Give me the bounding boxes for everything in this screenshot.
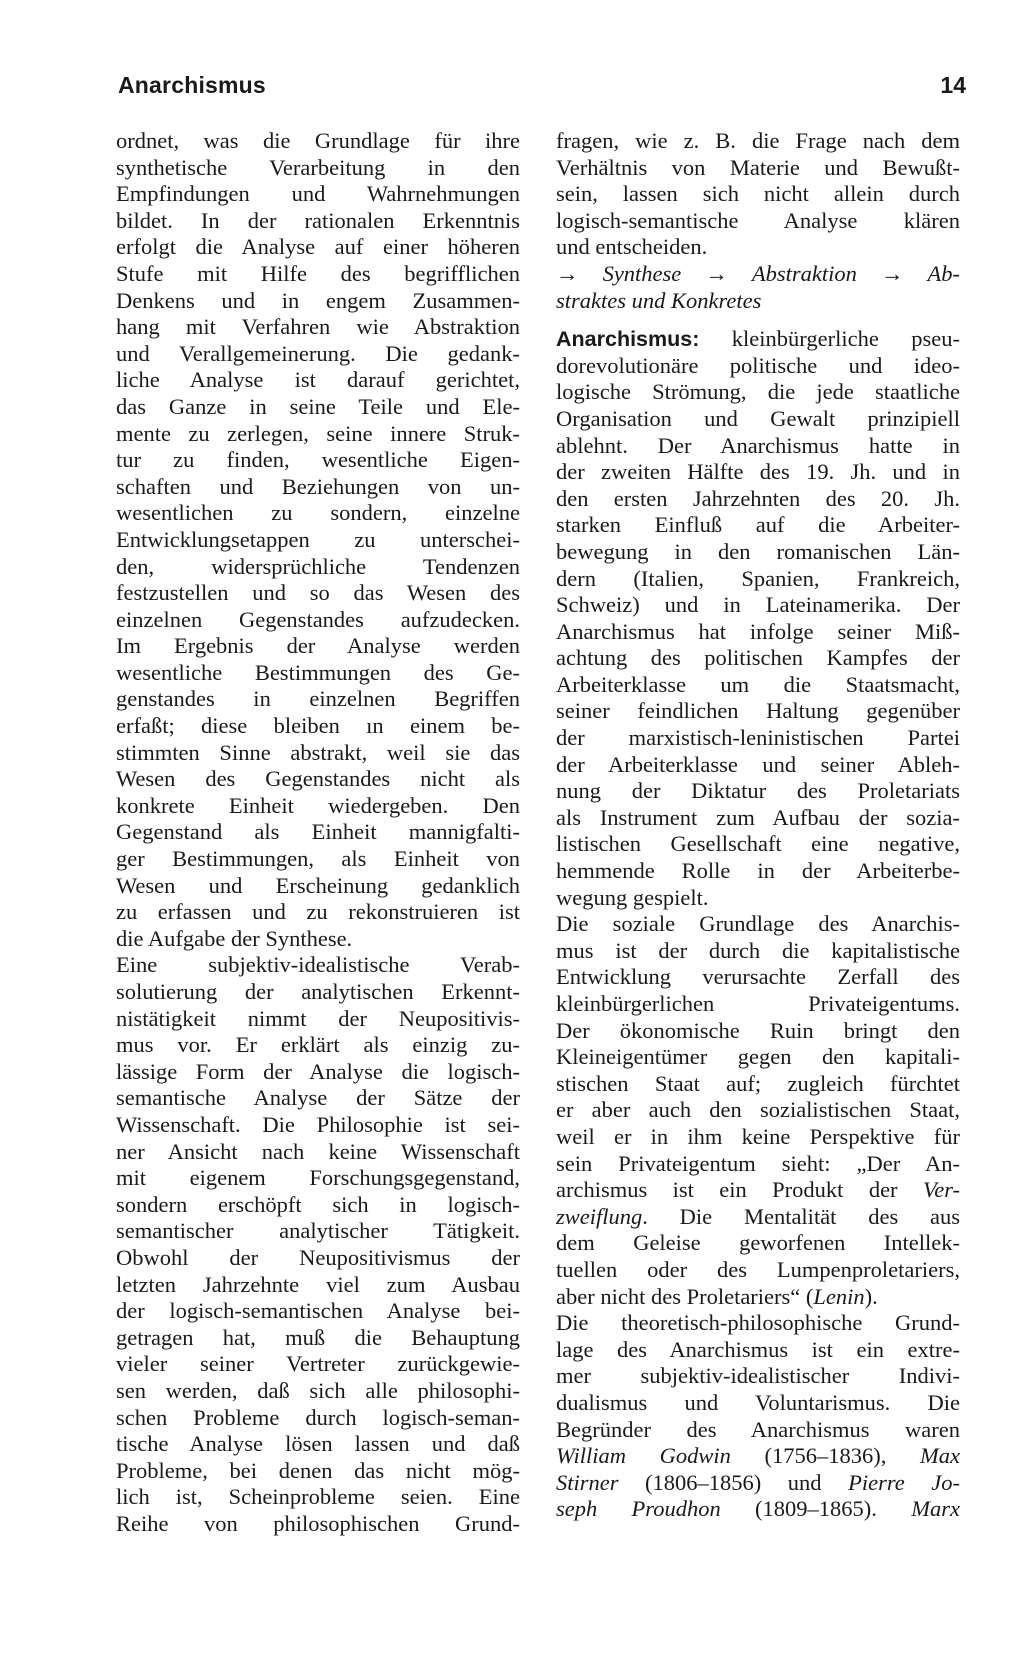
cross-reference-arrow: → (681, 260, 752, 286)
text-segment: ). (864, 1283, 878, 1309)
text-segment: Ver- (922, 1177, 960, 1203)
text-line (116, 1192, 520, 1219)
text-line (556, 1390, 960, 1417)
text-segment: lage des Anarchismus ist ein extre- (556, 1336, 960, 1362)
cross-reference-arrow: → (556, 260, 603, 286)
text-segment: sein Privateigentum sieht: „Der An- (556, 1150, 960, 1176)
text-segment: festzustellen und so das Wesen des (116, 580, 520, 606)
text-segment: tische Analyse lösen lassen und daß (116, 1431, 520, 1457)
text-segment: zweiflung (556, 1203, 643, 1229)
text-line (116, 686, 520, 713)
text-segment: mit eigenem Forschungsgegenstand, (116, 1165, 520, 1191)
text-line (556, 326, 960, 353)
text-line (116, 873, 520, 900)
text-line (556, 1177, 960, 1204)
text-line (116, 713, 520, 740)
text-line (116, 527, 520, 554)
text-line (116, 261, 520, 288)
text-segment: hemmende Rolle in der Arbeiterbe- (556, 858, 960, 884)
text-segment: Begründer des Anarchismus waren (556, 1416, 960, 1442)
text-line (556, 1443, 960, 1470)
text-segment: schen Probleme durch logisch-seman- (116, 1404, 520, 1430)
text-line (556, 1257, 960, 1284)
text-line (556, 698, 960, 725)
text-segment: Verhältnis von Materie und Bewußt- (556, 154, 960, 180)
text-line (116, 607, 520, 634)
text-segment: seph Proudhon (556, 1496, 721, 1522)
text-line (116, 341, 520, 368)
text-line (556, 911, 960, 938)
text-segment: Reihe von philosophischen Grund- (116, 1510, 520, 1536)
text-segment: Wesen und Erscheinung gedanklich (116, 872, 520, 898)
text-segment: sen werden, daß sich alle philosophi- (116, 1377, 520, 1403)
text-segment: die Aufgabe der Synthese. (116, 925, 353, 951)
text-line (116, 367, 520, 394)
text-line (556, 1310, 960, 1337)
text-segment: letzten Jahrzehnte viel zum Ausbau (116, 1271, 520, 1297)
text-line (556, 752, 960, 779)
text-segment: er aber auch den sozialistischen Staat, (556, 1097, 960, 1123)
text-line (116, 1431, 520, 1458)
text-line (116, 899, 520, 926)
page-number: 14 (940, 72, 966, 98)
text-segment: den ersten Jahrzehnten des 20. Jh. (556, 485, 960, 511)
text-line (556, 1097, 960, 1124)
text-line (116, 1218, 520, 1245)
text-line (116, 740, 520, 767)
text-segment: bildet. In der rationalen Erkenntnis (116, 207, 520, 233)
left-column (116, 128, 520, 1537)
text-segment: und Verallgemeinerung. Die gedank- (116, 340, 520, 366)
text-segment: Wissenschaft. Die Philosophie ist sei- (116, 1111, 520, 1137)
text-line (116, 979, 520, 1006)
text-segment: Stufe mit Hilfe des begrifflichen (116, 260, 520, 286)
text-line (556, 1230, 960, 1257)
text-segment: stischen Staat auf; zugleich fürchtet (556, 1070, 960, 1096)
text-line (116, 1511, 520, 1538)
text-line (556, 645, 960, 672)
text-line (116, 554, 520, 581)
text-segment: straktes und Konkretes (556, 287, 762, 313)
text-segment: wesentliche Bestimmungen des Ge- (116, 659, 520, 685)
text-line (116, 819, 520, 846)
text-line (116, 234, 520, 261)
text-segment: aber nicht des Proletariers“ ( (556, 1283, 814, 1309)
text-segment: wesentlichen zu sondern, einzelne (116, 500, 520, 526)
text-segment: logische Strömung, die jede staatliche (556, 379, 960, 405)
text-segment: Die theoretisch-philosophische Grund- (556, 1310, 960, 1336)
text-segment: synthetische Verarbeitung in den (116, 154, 520, 180)
text-segment: dorevolutionäre politische und ideo- (556, 352, 960, 378)
text-segment: nistätigkeit nimmt der Neupositivis- (116, 1005, 520, 1031)
text-segment: archismus ist ein Produkt der (556, 1177, 923, 1203)
text-segment: der marxistisch-leninistischen Partei (556, 725, 960, 751)
text-line (116, 1405, 520, 1432)
text-segment: sein, lassen sich nicht allein durch (556, 181, 960, 207)
text-segment: Organisation und Gewalt prinzipiell (556, 405, 960, 431)
text-segment: solutierung der analytischen Erkennt- (116, 979, 520, 1004)
text-segment: das Ganze in seine Teile und Ele- (116, 393, 520, 419)
text-line (556, 991, 960, 1018)
text-line (116, 500, 520, 527)
text-segment: Kleineigentümer gegen den kapitali- (556, 1044, 960, 1070)
text-segment: Arbeiterklasse um die Staatsmacht, (556, 671, 960, 697)
text-segment: Pierre Jo- (848, 1469, 960, 1495)
text-segment: der zweiten Hälfte des 19. Jh. und in (556, 459, 960, 485)
text-line (556, 1071, 960, 1098)
text-segment: fragen, wie z. B. die Frage nach dem (556, 128, 960, 153)
text-segment: Die soziale Grundlage des Anarchis- (556, 911, 960, 937)
text-line (556, 1496, 960, 1523)
text-line (556, 1018, 960, 1045)
text-line (556, 1204, 960, 1231)
text-line (556, 566, 960, 593)
text-segment: Eine subjektiv-idealistische Verab- (116, 952, 520, 978)
text-segment: Entwicklung verursachte Zerfall des (556, 964, 960, 990)
text-line (116, 793, 520, 820)
text-segment: semantischer analytischer Tätigkeit. (116, 1218, 520, 1244)
text-segment: mente zu zerlegen, seine innere Struk- (116, 420, 520, 446)
text-line (556, 885, 960, 912)
text-segment: Obwohl der Neupositivismus der (116, 1244, 520, 1270)
text-line (116, 1059, 520, 1086)
text-segment: Synthese (602, 260, 682, 286)
text-segment: Wesen des Gegenstandes nicht als (116, 766, 520, 792)
text-line (556, 234, 960, 261)
text-segment: zu erfassen und zu rekonstruieren ist (116, 899, 520, 925)
text-line (116, 314, 520, 341)
text-segment: hang mit Verfahren wie Abstraktion (116, 314, 520, 340)
text-line (116, 580, 520, 607)
text-segment: Im Ergebnis der Analyse werden (116, 633, 520, 659)
text-line (116, 1245, 520, 1272)
text-line (556, 1470, 960, 1497)
text-line (556, 1284, 960, 1311)
text-line (556, 805, 960, 832)
text-segment: und entscheiden. (556, 234, 708, 260)
text-segment: konkrete Einheit wiedergeben. Den (116, 792, 520, 818)
text-segment: Gegenstand als Einheit mannigfalti- (116, 819, 520, 845)
text-segment: ordnet, was die Grundlage für ihre (116, 128, 520, 153)
text-line (116, 952, 520, 979)
text-segment: (1756–1836), (730, 1443, 921, 1469)
text-line (116, 1006, 520, 1033)
text-line (556, 353, 960, 380)
text-line (556, 208, 960, 235)
text-line (116, 1165, 520, 1192)
text-line (556, 181, 960, 208)
text-segment: getragen hat, muß die Behauptung (116, 1324, 520, 1350)
text-line (556, 406, 960, 433)
text-segment: mer subjektiv-idealistischer Indivi- (556, 1363, 960, 1389)
text-line (116, 1484, 520, 1511)
running-head: Anarchismus (118, 72, 266, 98)
text-segment: Entwicklungsetappen zu unterschei- (116, 526, 520, 552)
text-line (116, 1085, 520, 1112)
text-segment: Denkens und in engem Zusammen- (116, 287, 520, 313)
text-segment: Empfindungen und Wahrnehmungen (116, 181, 520, 207)
text-segment: (1809–1865). (720, 1496, 912, 1522)
text-segment: Max (920, 1443, 960, 1469)
text-segment: bewegung in den romanischen Län- (556, 538, 960, 564)
page-header (118, 72, 966, 112)
text-segment: Stirner (556, 1469, 619, 1495)
text-segment: logisch-semantische Analyse klären (556, 207, 960, 233)
text-segment: sondern erschöpft sich in logisch- (116, 1191, 520, 1217)
text-line (556, 1151, 960, 1178)
text-line (116, 128, 520, 155)
text-segment: starken Einfluß auf die Arbeiter- (556, 512, 960, 538)
text-line (556, 128, 960, 155)
text-line (556, 1417, 960, 1444)
text-line (116, 288, 520, 315)
text-line (556, 858, 960, 885)
text-line (556, 539, 960, 566)
text-line (556, 672, 960, 699)
text-line (556, 592, 960, 619)
text-segment: . Die Mentalität des aus (642, 1203, 960, 1229)
text-line (556, 459, 960, 486)
text-line (116, 766, 520, 793)
text-segment: erfaßt; diese bleiben ın einem be- (116, 713, 520, 739)
text-line (116, 1458, 520, 1485)
text-segment: einzelnen Gegenstandes aufzudecken. (116, 606, 520, 632)
text-line (556, 379, 960, 406)
text-segment: mus vor. Er erklärt als einzig zu- (116, 1032, 520, 1058)
text-line (556, 619, 960, 646)
text-segment: wegung gespielt. (556, 884, 709, 910)
text-line (116, 633, 520, 660)
text-segment: lich ist, Scheinprobleme seien. Eine (116, 1484, 520, 1510)
text-line (116, 846, 520, 873)
text-segment: Marx (911, 1496, 960, 1522)
text-segment: als Instrument zum Aufbau der sozia- (556, 804, 960, 830)
text-segment: ablehnt. Der Anarchismus hatte in (556, 432, 960, 458)
text-segment: tuellen oder des Lumpenproletariers, (556, 1256, 960, 1282)
text-segment: dem Geleise geworfenen Intellek- (556, 1230, 960, 1256)
text-line (116, 660, 520, 687)
text-line (116, 447, 520, 474)
text-segment: Ab- (927, 260, 960, 286)
text-segment: den, widersprüchliche Tendenzen (116, 553, 520, 579)
text-segment: (1806–1856) und (618, 1469, 849, 1495)
text-line (116, 1032, 520, 1059)
text-segment: tur zu finden, wesentliche Eigen- (116, 447, 520, 473)
text-segment: mus ist der durch die kapitalistische (556, 937, 960, 963)
text-segment: der logisch-semantischen Analyse bei- (116, 1298, 520, 1324)
text-line (116, 1298, 520, 1325)
text-line (116, 474, 520, 501)
text-line (556, 1363, 960, 1390)
text-line (556, 1337, 960, 1364)
text-line (116, 1139, 520, 1166)
text-segment: erfolgt die Analyse auf einer höheren (116, 234, 520, 260)
text-segment: weil er in ihm keine Perspektive für (556, 1123, 960, 1149)
cross-reference-arrow: → (856, 260, 928, 286)
text-segment: liche Analyse ist darauf gerichtet, (116, 367, 520, 393)
text-line (116, 421, 520, 448)
text-segment: genstandes in einzelnen Begriffen (116, 686, 520, 712)
text-line (556, 288, 960, 315)
text-line (556, 964, 960, 991)
text-segment: Schweiz) und in Lateinamerika. Der (556, 592, 960, 618)
text-segment: Abstraktion (751, 260, 857, 286)
text-segment: Lenin (813, 1283, 865, 1309)
text-line (116, 208, 520, 235)
text-line (556, 155, 960, 182)
text-line (556, 433, 960, 460)
text-segment: nung der Diktatur des Proletariats (556, 778, 960, 804)
text-line (116, 1272, 520, 1299)
text-segment: Anarchismus hat infolge seiner Miß- (556, 618, 960, 644)
text-line (116, 394, 520, 421)
text-segment: ner Ansicht nach keine Wissenschaft (116, 1138, 520, 1164)
text-line (116, 1325, 520, 1352)
text-segment: seiner feindlichen Haltung gegenüber (556, 698, 960, 724)
text-line (556, 261, 960, 288)
text-segment: kleinbürgerliche pseu- (699, 326, 960, 352)
text-line (116, 181, 520, 208)
right-column (556, 128, 960, 1523)
text-line (116, 1378, 520, 1405)
text-segment: achtung des politischen Kampfes der (556, 645, 960, 671)
text-line (556, 938, 960, 965)
text-segment: dualismus und Voluntarismus. Die (556, 1389, 960, 1415)
text-line (556, 831, 960, 858)
text-segment: vieler seiner Vertreter zurückgewie- (116, 1351, 520, 1377)
text-segment: schaften und Beziehungen von un- (116, 473, 520, 499)
text-segment: William Godwin (556, 1443, 731, 1469)
text-line (556, 486, 960, 513)
text-line (556, 1124, 960, 1151)
text-segment: der Arbeiterklasse und seiner Ableh- (556, 751, 960, 777)
entry-headword: Anarchismus: (556, 327, 700, 352)
text-segment: listischen Gesellschaft eine negative, (556, 831, 960, 857)
text-segment: kleinbürgerlichen Privateigentums. (556, 991, 960, 1016)
text-segment: semantische Analyse der Sätze der (116, 1085, 520, 1111)
text-line (556, 512, 960, 539)
text-segment: Der ökonomische Ruin bringt den (556, 1017, 960, 1043)
text-segment: ger Bestimmungen, als Einheit von (116, 846, 520, 872)
text-line (556, 778, 960, 805)
text-line (556, 1044, 960, 1071)
text-segment: dern (Italien, Spanien, Frankreich, (556, 565, 960, 591)
text-line (116, 1351, 520, 1378)
text-segment: Probleme, bei denen das nicht mög- (116, 1457, 520, 1483)
text-segment: stimmten Sinne abstrakt, weil sie das (116, 739, 520, 765)
text-line (116, 1112, 520, 1139)
text-line (556, 725, 960, 752)
text-segment: lässige Form der Analyse die logisch- (116, 1058, 520, 1084)
text-line (116, 926, 520, 953)
text-line (116, 155, 520, 182)
